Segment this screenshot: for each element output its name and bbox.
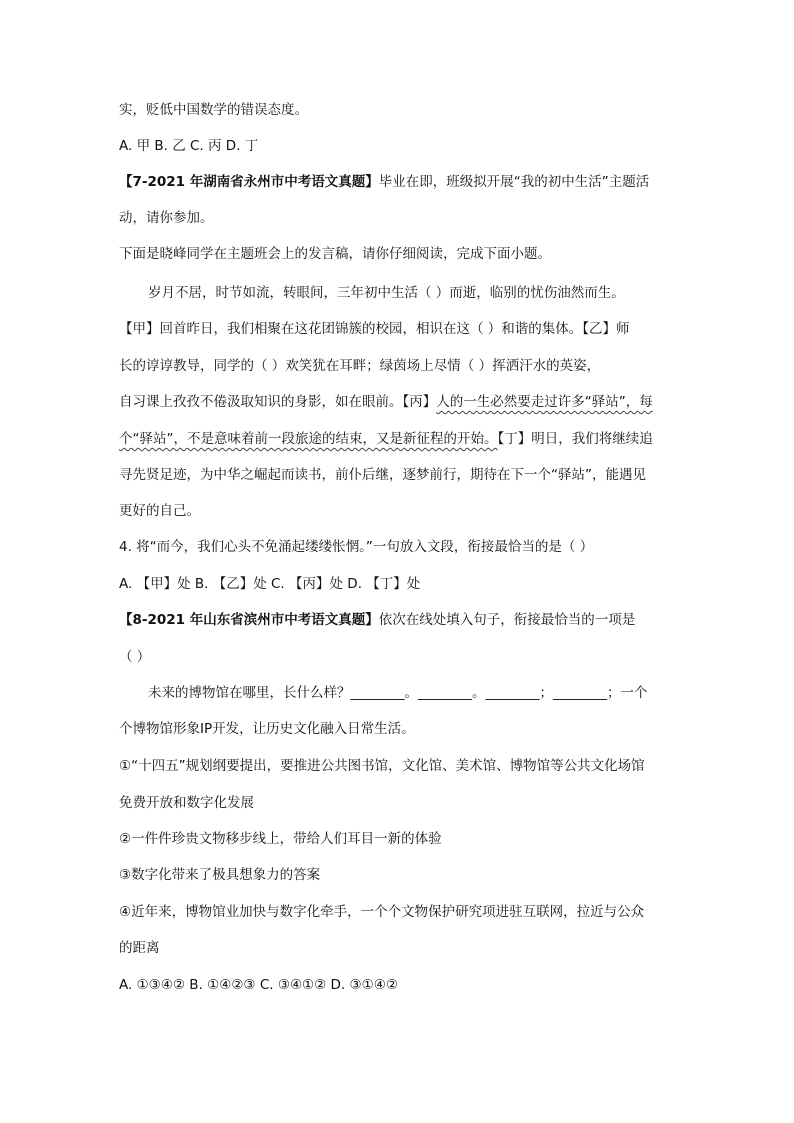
answer-blank: （ ） — [119, 649, 151, 665]
text-line: 动，请你参加。 — [119, 210, 214, 226]
passage-line: 【甲】回首昨日，我们相聚在这花团锦簇的校园，相识在这（ ）和谐的集体。【乙】师 — [119, 321, 630, 337]
sentence-option: ③数字化带来了极具想象力的答案 — [119, 867, 321, 883]
passage-line — [119, 393, 653, 411]
question-8-header — [119, 611, 635, 629]
question-7-header — [119, 173, 649, 191]
sentence-option: ④近年来，博物馆业加快与数字化牵手，一个个文物保护研究项进驻互联网，拉近与公众 — [119, 904, 645, 920]
question-source-tag: 【7-2021 年湖南省永州市中考语文真题】 — [119, 174, 379, 190]
sentence-option: ②一件件珍贵文物移步线上，带给人们耳目一新的体验 — [119, 831, 442, 847]
passage-line — [119, 430, 653, 448]
wavy-underlined-text: 人的一生必然要走过许多“驿站”，每 — [436, 394, 653, 410]
question-intro: 毕业在即，班级拟开展“我的初中生活”主题活 — [378, 174, 650, 190]
passage-line: 岁月不居，时节如流，转眼间，三年初中生活（ ）而逝，临别的忧伤油然而生。 — [148, 285, 625, 301]
answer-options-q4: A. 【甲】处 B. 【乙】处 C. 【丙】处 D. 【丁】处 — [119, 576, 421, 592]
passage-line: 寻先贤足迹，为中华之崛起而读书，前仆后继，逐梦前行，期待在下一个“驿站”，能遇见 — [119, 467, 646, 483]
answer-options-q8: A. ①③④② B. ①④②③ C. ③④①② D. ③①④② — [119, 977, 398, 993]
question-4: 4. 将“而今，我们心头不免涌起缕缕怅惘。”一句放入文段，衔接最恰当的是（ ） — [119, 539, 594, 555]
question-intro: 依次在线处填入句子，衔接最恰当的一项是 — [378, 612, 636, 628]
sentence-option: 免费开放和数字化发展 — [119, 795, 254, 811]
sentence-option: 的距离 — [119, 940, 160, 956]
passage-text: 自习课上孜孜不倦汲取知识的身影，如在眼前。【丙】 — [119, 394, 437, 410]
passage-line: 更好的自己。 — [119, 503, 200, 519]
answer-options-q3: A. 甲 B. 乙 C. 丙 D. 丁 — [119, 138, 259, 154]
sentence-option: ①“十四五”规划纲要提出，要推进公共图书馆，文化馆、美术馆、博物馆等公共文化场馆 — [119, 758, 645, 774]
passage-line: 未来的博物馆在哪里，长什么样？________。________。________；________；一个 — [148, 685, 648, 701]
text-line: 实，贬低中国数学的错误态度。 — [119, 102, 308, 118]
wavy-underlined-text: 个“驿站”，不是意味着前一段旅途的结束，又是新征程的开始。 — [119, 431, 498, 447]
text-line: 下面是晓峰同学在主题班会上的发言稿，请你仔细阅读，完成下面小题。 — [119, 246, 551, 262]
passage-line: 长的谆谆教导，同学的（ ）欢笑犹在耳畔；绿茵场上尽情（ ）挥洒汗水的英姿， — [119, 358, 601, 374]
question-source-tag: 【8-2021 年山东省滨州市中考语文真题】 — [119, 612, 379, 628]
passage-text: 【丁】明日，我们将继续追 — [497, 431, 653, 447]
passage-line: 个博物馆形象IP开发，让历史文化融入日常生活。 — [119, 721, 415, 737]
